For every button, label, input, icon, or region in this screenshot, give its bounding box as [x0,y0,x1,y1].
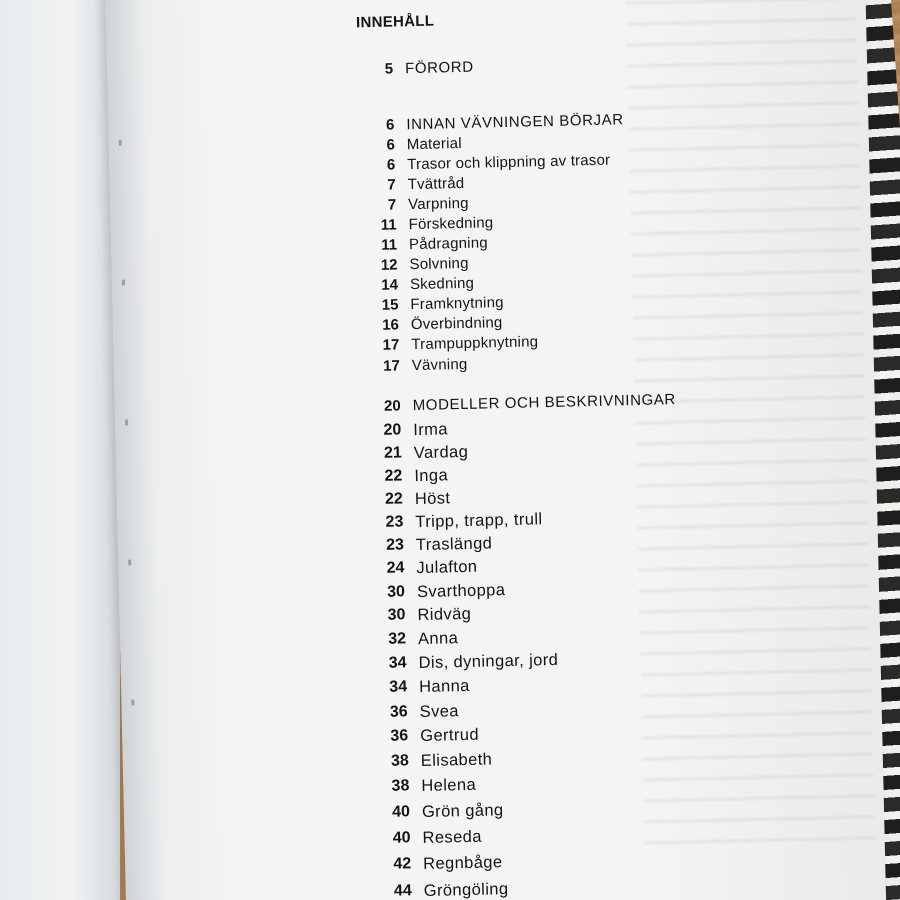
entry-page-number: 6 [386,156,396,174]
entry-title: Svarthoppa [416,581,506,602]
entry-page-number: 34 [388,654,407,672]
entry-title: Pådragning [408,234,488,254]
booklet-page [105,0,887,900]
entry-title: Helena [421,775,477,796]
entry-page-number: 21 [383,444,402,462]
entry-title: FÖRORD [404,58,474,78]
entry-title: Höst [414,489,451,509]
entry-page-number: 17 [382,336,400,354]
entry-page-number: 44 [393,882,412,900]
entry-title: Ridväg [417,604,472,625]
left-page [0,0,120,900]
entry-page-number: 40 [392,829,411,847]
entry-title: Solvning [409,254,469,274]
entry-title: Trampuppknytning [411,333,539,354]
entry-page-number: 7 [387,196,397,214]
entry-title: Elisabeth [420,750,493,771]
entry-page-number: 36 [389,703,408,721]
entry-title: INNAN VÄVNINGEN BÖRJAR [406,111,624,134]
entry-title: Svea [419,702,460,722]
entry-page-number: 16 [382,316,400,334]
entry-page-number: 11 [381,236,398,254]
entry-page-number: 32 [388,630,407,648]
entry-page-number: 12 [380,256,398,274]
entry-title: Traslängd [415,534,493,555]
entry-page-number: 6 [385,116,395,134]
entry-page-number: 15 [381,296,399,314]
entry-title: Varpning [407,194,469,214]
entry-title: Dis, dyningar, jord [418,650,559,673]
entry-page-number: 22 [384,467,403,485]
entry-page-number: 20 [383,397,401,415]
entry-page-number: 34 [389,678,408,696]
entry-title: Material [406,134,462,154]
binding-stitch [122,280,125,286]
entry-title: Tripp, trapp, trull [415,510,543,532]
entry-title: Regnbåge [422,853,503,874]
show-through-text [625,0,874,848]
binding-stitch [128,560,131,566]
entry-page-number: 30 [387,606,406,624]
entry-page-number: 17 [382,357,401,375]
entry-page-number: 22 [384,490,404,508]
entry-page-number: 40 [391,803,411,821]
entry-page-number: 42 [393,855,412,873]
entry-page-number: 38 [390,752,409,770]
entry-title: Hanna [418,676,470,697]
entry-title: Förskedning [408,214,494,234]
entry-page-number: 23 [385,536,405,554]
entry-title: Framknytning [410,294,504,314]
entry-page-number: 5 [384,60,394,78]
entry-title: Reseda [422,827,483,848]
entry-title: MODELLER OCH BESKRIVNINGAR [412,391,677,415]
entry-title: Överbindning [410,314,503,334]
entry-title: Gertrud [420,725,480,746]
entry-title: Skedning [409,274,475,294]
entry-title: Trasor och klippning av trasor [407,151,611,174]
entry-title: Gröngöling [423,880,509,900]
entry-page-number: 11 [380,216,397,234]
entry-page-number: 30 [386,583,406,601]
entry-title: Anna [417,629,459,649]
entry-title: Grön gång [421,801,504,822]
entry-title: Irma [413,420,449,440]
entry-page-number: 38 [391,777,410,795]
entry-title: Vardag [413,442,469,463]
entry-page-number: 6 [386,136,396,154]
binding-stitch [119,140,122,146]
entry-page-number: 14 [381,276,399,294]
entry-title: Inga [414,466,449,486]
binding-stitch [131,700,134,706]
entry-page-number: 24 [386,559,405,577]
binding-stitch [125,420,128,426]
entry-page-number: 23 [385,513,404,531]
entry-page-number: 7 [387,176,396,194]
entry-title: Julafton [416,557,478,578]
entry-page-number: 20 [383,421,402,439]
toc-heading: INNEHÅLL [355,12,435,32]
entry-page-number: 36 [390,727,409,745]
entry-title: Vävning [411,355,468,375]
entry-title: Tvättråd [407,174,465,194]
